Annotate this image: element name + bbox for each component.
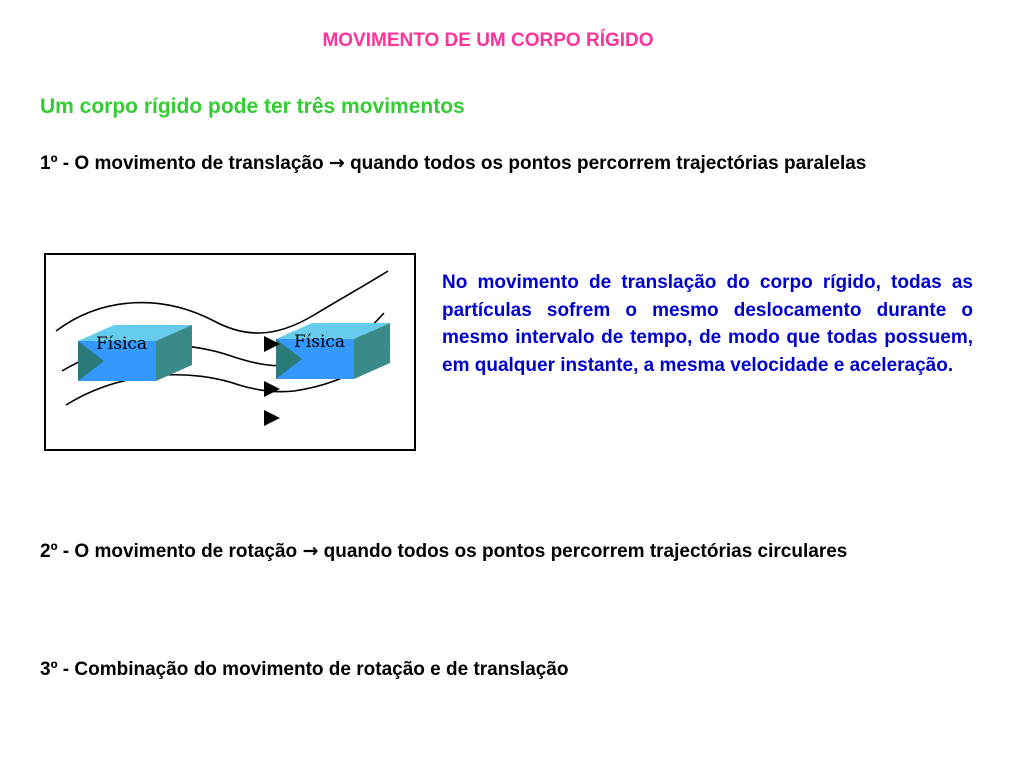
translation-illustration — [44, 253, 416, 451]
right-arrow-icon: → — [328, 152, 345, 174]
slide-subtitle: Um corpo rígido pode ter três movimentos — [40, 95, 465, 118]
combination-item: 3º - Combinação do movimento de rotação e de translação — [40, 659, 569, 680]
translation-figure — [44, 253, 416, 451]
rotation-item — [40, 538, 992, 565]
translation-item — [40, 150, 920, 177]
translation-item-prefix: 1º - O movimento de translação — [40, 153, 324, 174]
translation-item-suffix: quando todos os pontos percorrem trajectórias paralelas — [350, 153, 867, 174]
rotation-item-prefix: 2º - O movimento de rotação — [40, 541, 298, 562]
rotation-item-suffix: quando todos os pontos percorrem trajectórias circulares — [323, 541, 848, 562]
box-right-label: Física — [294, 332, 346, 352]
right-arrow-icon: → — [302, 540, 319, 562]
slide-title: MOVIMENTO DE UM CORPO RÍGIDO — [322, 30, 654, 51]
box-left-label: Física — [96, 334, 148, 354]
translation-description: No movimento de translação do corpo rígido, todas as partículas sofrem o mesmo deslocamento durante o mesmo intervalo de tempo, de modo que todas possuem, em qualquer instante, a mesma velocidade e aceleração. — [442, 272, 973, 376]
